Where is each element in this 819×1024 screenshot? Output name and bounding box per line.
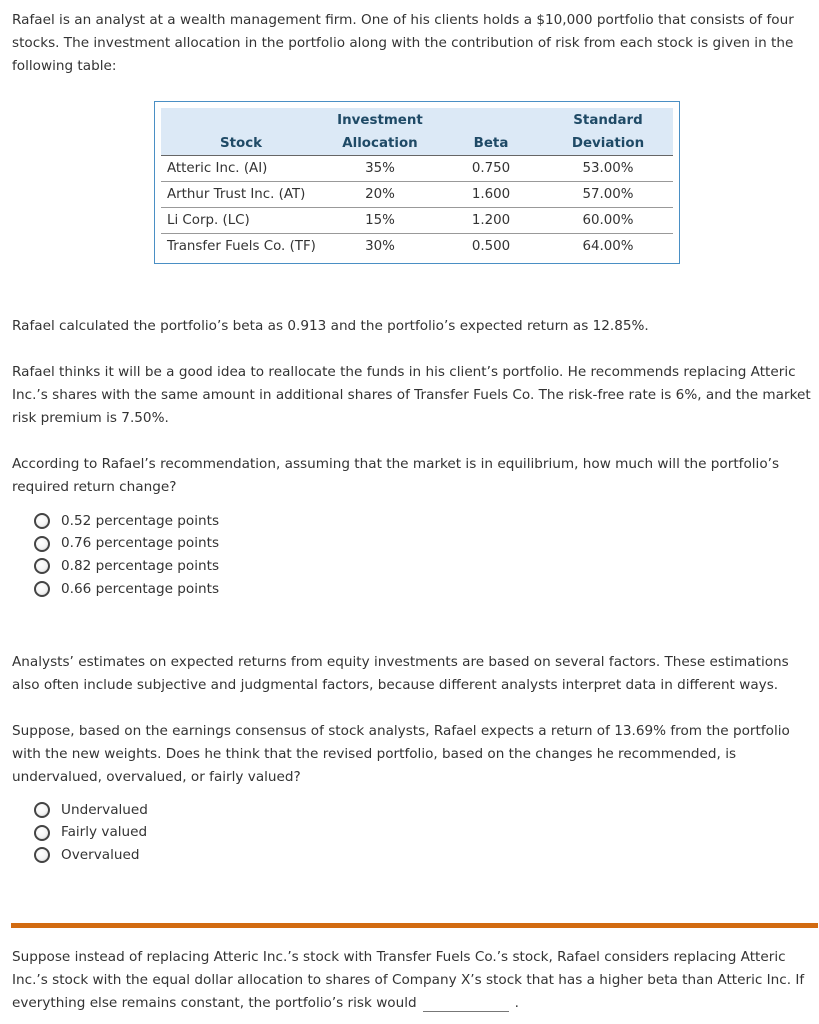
analysts-paragraph: Analysts’ estimates on expected returns from equity investments are based on several factors. These estimations also often include subjective and judgmental factors, because different analysts interpret data in different ways. (12, 654, 789, 693)
option-label: Fairly valued (61, 824, 148, 841)
portfolio-table-frame (154, 101, 680, 264)
cell-stock: Arthur Trust Inc. (AT) (161, 182, 321, 208)
question3-text (12, 946, 818, 1015)
question1-options (34, 510, 219, 600)
cell-allocation: 35% (321, 156, 439, 182)
question2-option[interactable] (34, 822, 148, 845)
question1-option[interactable] (34, 578, 219, 601)
question1-option[interactable] (34, 555, 219, 578)
cell-stock: Li Corp. (LC) (161, 208, 321, 234)
question2-option[interactable] (34, 844, 148, 867)
cell-stock: Atteric Inc. (AI) (161, 156, 321, 182)
radio-button[interactable] (34, 802, 50, 818)
option-label: Undervalued (61, 801, 148, 818)
portfolio-table (161, 108, 673, 259)
radio-button[interactable] (34, 581, 50, 597)
option-label: 0.76 percentage points (61, 535, 220, 552)
header-stock: Stock (161, 108, 321, 156)
question3-sentence: Suppose instead of replacing Atteric Inc.’s stock with Transfer Fuels Co.’s stock, Rafael considers replacing Atteric Inc.’s stock with the equal dollar allocation to shares of Company X’s stock that has a higher beta than Atteric Inc. If everything else remains constant, the portfolio’s risk would (12, 949, 805, 1011)
cell-sd: 60.00% (543, 208, 673, 234)
table-header-row (161, 108, 673, 156)
cell-allocation: 20% (321, 182, 439, 208)
cell-allocation: 15% (321, 208, 439, 234)
header-standard-deviation: Standard Deviation (543, 108, 673, 156)
option-label: 0.82 percentage points (61, 557, 220, 574)
table-row (161, 234, 673, 260)
cell-beta: 0.750 (439, 156, 543, 182)
table-row (161, 156, 673, 182)
radio-button[interactable] (34, 825, 50, 841)
portfolio-beta-paragraph: Rafael calculated the portfolio’s beta as 0.913 and the portfolio’s expected return as 12.85%. (12, 318, 649, 334)
cell-stock: Transfer Fuels Co. (TF) (167, 239, 316, 254)
answer-blank-dropdown[interactable] (423, 995, 509, 1012)
cell-beta: 1.200 (439, 208, 543, 234)
table-row (161, 208, 673, 234)
cell-sd: 57.00% (543, 182, 673, 208)
question1-option[interactable] (34, 533, 219, 556)
header-beta: Beta (439, 108, 543, 156)
reallocation-paragraph: Rafael thinks it will be a good idea to reallocate the funds in his client’s portfolio. He recommends replacing Atteric Inc.’s shares with the same amount in additional shares of Transfer Fuels Co. The risk-free rate is 6%, and the market risk premium is 7.50%. (12, 364, 811, 426)
option-label: 0.52 percentage points (61, 512, 220, 529)
table-row (161, 182, 673, 208)
header-allocation: Investment Allocation (321, 108, 439, 156)
option-label: Overvalued (61, 846, 140, 863)
question1-text: According to Rafael’s recommendation, assuming that the market is in equilibrium, how much will the portfolio’s required return change? (12, 456, 780, 495)
cell-beta: 1.600 (439, 182, 543, 208)
question2-options (34, 799, 148, 867)
question2-text: Suppose, based on the earnings consensus of stock analysts, Rafael expects a return of 13.69% from the portfolio with the new weights. Does he think that the revised portfolio, based on the changes he recommended, is undervalued, overvalued, or fairly valued? (12, 723, 790, 785)
cell-beta: 0.500 (471, 239, 511, 254)
radio-button[interactable] (34, 558, 50, 574)
section-divider (11, 923, 818, 928)
option-label: 0.66 percentage points (61, 580, 220, 597)
cell-sd: 53.00% (543, 156, 673, 182)
cell-allocation: 30% (365, 239, 395, 254)
cell-sd: 64.00% (582, 239, 634, 254)
question1-option[interactable] (34, 510, 219, 533)
intro-paragraph: Rafael is an analyst at a wealth management firm. One of his clients holds a $10,000 portfolio that consists of four stocks. The investment allocation in the portfolio along with the contribution of risk from each stock is given in the following table: (12, 12, 794, 74)
radio-button[interactable] (34, 847, 50, 863)
radio-button[interactable] (34, 536, 50, 552)
question2-option[interactable] (34, 799, 148, 822)
radio-button[interactable] (34, 513, 50, 529)
question3-period: . (514, 995, 519, 1011)
